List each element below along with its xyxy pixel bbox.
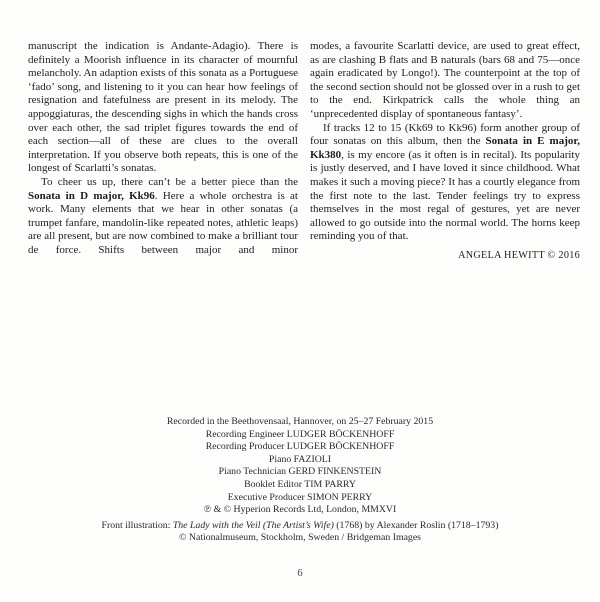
text-run: (1768) by Alexander Roslin (1718–1793) [333,519,499,531]
text-column-left [28,40,298,262]
bold-text: Sonata in D major, Kk96 [28,189,155,202]
paragraph [310,40,580,122]
credit-line: Recorded in the Beethovensaal, Hannover, on 25–27 February 2015 [166,416,434,427]
text-run: modes, a favourite Scarlatti device, are used to great effect, as are clashing B flats and B naturals (bars 68 and 75—once again eradicated by Longo!). The counterpoint at the top of the second section should not be glossed over in a rush to get to the end. Kirkpatrick calls the whole thing an ‘unprecedented display of spontaneous fantasy’. [310,40,580,120]
author-byline: ANGELA HEWITT © 2016 [458,249,580,261]
credit-line: Recording Engineer LUDGER BÖCKENHOFF [205,428,395,440]
credit-line: Executive Producer SIMON PERRY [227,491,373,503]
italic-text: The Lady with the Veil (The Artist’s Wife) [172,519,334,531]
text-column-right-paragraphs [310,40,580,244]
recording-credits [0,416,600,517]
paragraph [28,40,298,176]
bold-text: Sonata in E major, Kk380 [310,135,580,161]
credit-line: ℗ & © Hyperion Records Ltd, London, MMXVI [203,504,397,516]
image-copyright-credit: © Nationalmuseum, Stockholm, Sweden / Bridgeman Images [179,532,421,544]
front-illustration-credit [0,520,600,545]
text-run: Front illustration: [101,519,173,531]
text-run: . Here a whole orchestra is at work. Many elements that we hear in other sonatas (a trumpet fanfare, mandolin-like repeated notes, athletic leaps) are all present, but are now combined to make a brilliant tour de force. Shifts between major and minor [28,189,298,256]
page-number: 6 [297,568,303,579]
text-run: To cheer us up, there can’t be a better piece than the [41,175,298,188]
article-columns [28,40,580,262]
text-run: If tracks 12 to 15 (Kk69 to Kk96) form another group of four sonatas on this album, then the [310,121,580,148]
text-run: , is my encore (as it often is in recital). Its popularity is justly deserved, and I have loved it since childhood. What makes it such a moving piece? It has a courtly elegance from the first note to the last. Tender feelings try to express themselves in the most regal of gestures, yet are never allowed to go outside into the normal world. The horns keep reminding you of that. [310,148,580,243]
text-column-right [310,40,580,262]
paragraph [310,122,580,244]
credit-line: Piano Technician GERD FINKENSTEIN [218,466,382,478]
credit-line: Piano FAZIOLI [268,453,332,465]
text-run: manuscript the indication is Andante-Adagio). There is definitely a Moorish influence in its character of mournful melancholy. An adaption exists of this sonata as a Portuguese ‘fado’ song, and listening to it you can hear how feelings of resignation and fatefulness are present in its melody. The appoggiaturas, the descending sighs in which the hands cross over each other, the sad triplet figures towards the end of each section—all of these are clues to the overall interpretation. If you observe both repeats, this is one of the longest of Scarlatti’s sonatas. [28,40,298,175]
illustration-title-line [0,520,600,533]
credits-block [0,416,600,545]
paragraph [28,176,298,258]
credit-line: Recording Producer LUDGER BÖCKENHOFF [205,441,395,453]
credit-line: Booklet Editor TIM PARRY [244,478,356,490]
